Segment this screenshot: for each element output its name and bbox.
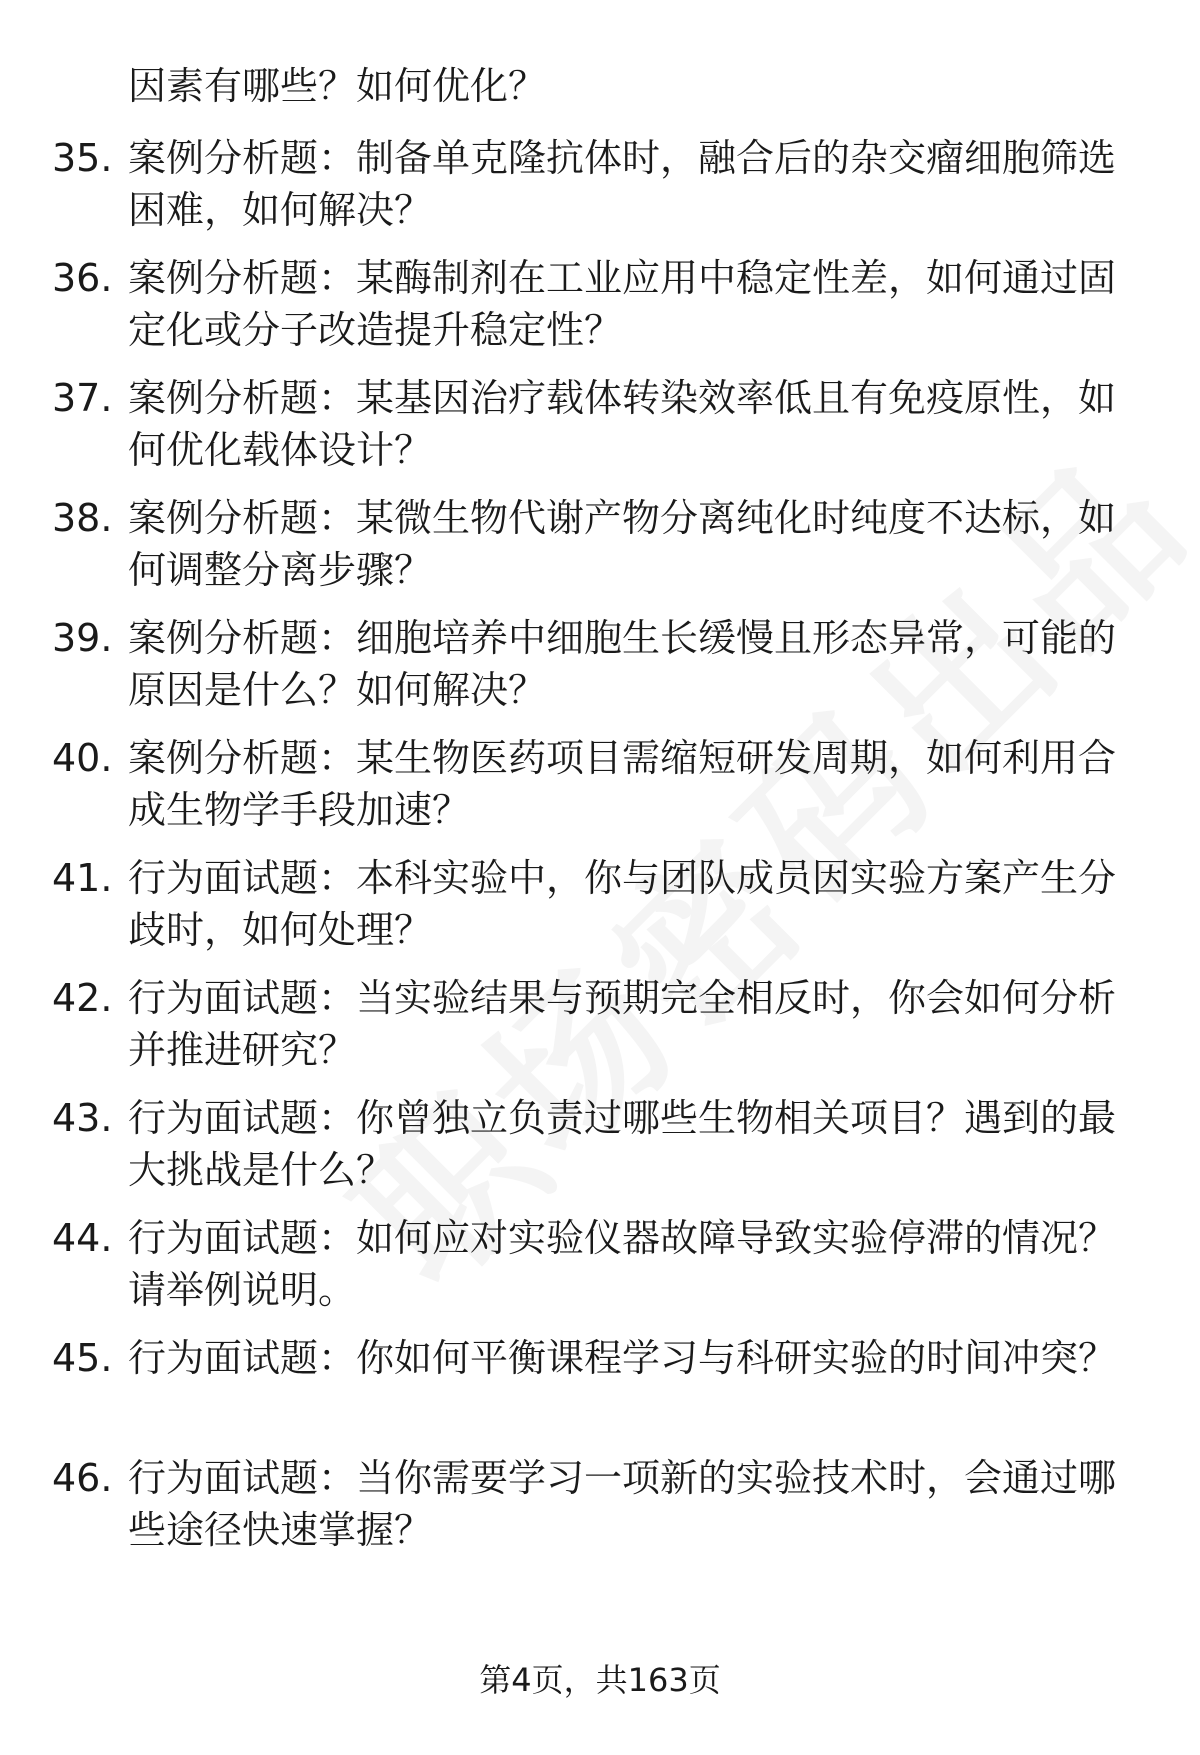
question-number: 45.: [52, 1336, 113, 1380]
question-number: 42.: [52, 976, 113, 1020]
question-number: 38.: [52, 496, 113, 540]
question-number: 37.: [52, 376, 113, 420]
question-text: 案例分析题：某微生物代谢产物分离纯化时纯度不达标，如何调整分离步骤？: [128, 496, 1117, 592]
question-number: 46.: [52, 1456, 113, 1500]
question-number: 41.: [52, 856, 113, 900]
question-text: 行为面试题：当实验结果与预期完全相反时，你会如何分析并推进研究？: [128, 976, 1117, 1072]
continuation-text: 因素有哪些？如何优化？: [128, 64, 547, 108]
question-text: 行为面试题：当你需要学习一项新的实验技术时，会通过哪些途径快速掌握？: [128, 1456, 1117, 1552]
question-text: 案例分析题：细胞培养中细胞生长缓慢且形态异常，可能的原因是什么？如何解决？: [128, 616, 1117, 712]
question-number: 43.: [52, 1096, 113, 1140]
question-text: 行为面试题：你曾独立负责过哪些生物相关项目？遇到的最大挑战是什么？: [128, 1096, 1117, 1192]
question-number: 35.: [52, 136, 113, 180]
question-text: 案例分析题：某酶制剂在工业应用中稳定性差，如何通过固定化或分子改造提升稳定性？: [128, 256, 1117, 352]
question-number: 39.: [52, 616, 113, 660]
page-footer: 第4页，共163页: [479, 1661, 721, 1699]
question-text: 行为面试题：本科实验中，你与团队成员因实验方案产生分歧时，如何处理？: [128, 856, 1117, 952]
question-text: 案例分析题：某生物医药项目需缩短研发周期，如何利用合成生物学手段加速？: [128, 736, 1117, 832]
question-text: 行为面试题：你如何平衡课程学习与科研实验的时间冲突？: [128, 1336, 1117, 1380]
question-number: 36.: [52, 256, 113, 300]
question-number: 44.: [52, 1216, 113, 1260]
question-number: 40.: [52, 736, 113, 780]
question-text: 案例分析题：制备单克隆抗体时，融合后的杂交瘤细胞筛选困难，如何解决？: [128, 136, 1117, 232]
question-text: 行为面试题：如何应对实验仪器故障导致实验停滞的情况？请举例说明。: [128, 1216, 1117, 1312]
question-text: 案例分析题：某基因治疗载体转染效率低且有免疫原性，如何优化载体设计？: [128, 376, 1117, 472]
